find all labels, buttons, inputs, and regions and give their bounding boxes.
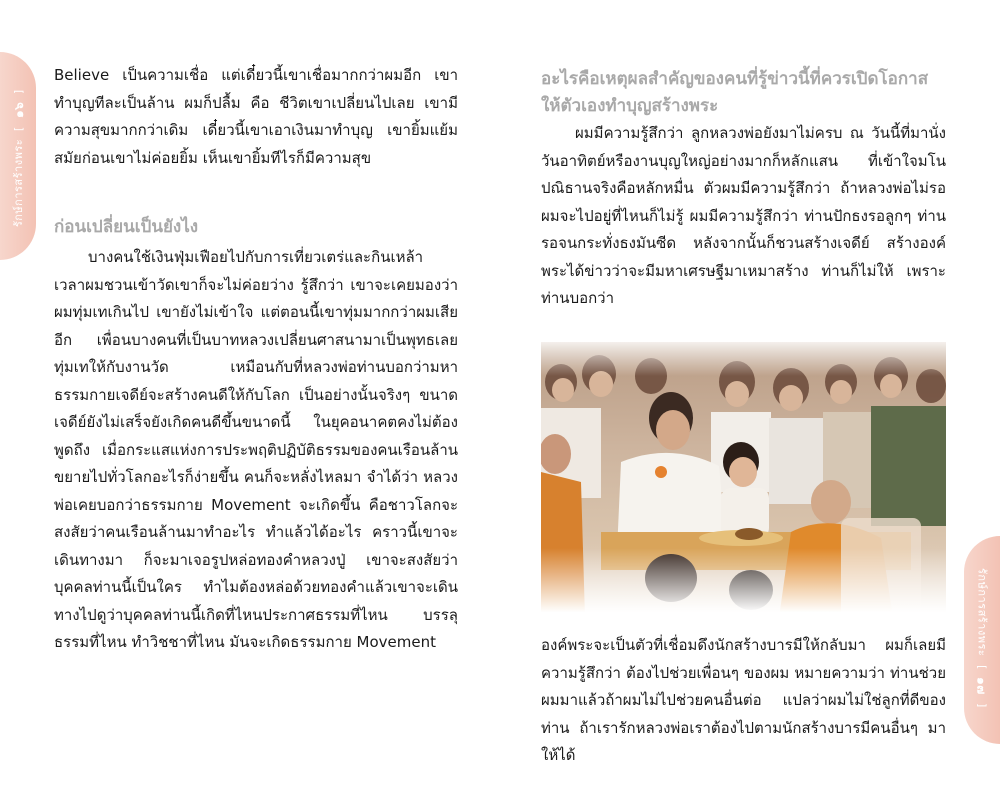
left-column [54,62,458,657]
right-tab-text [973,568,992,712]
right-column [541,66,946,313]
right-page-tab [964,536,1000,744]
left-page-tab [0,52,36,260]
bracket-open: [ [975,664,989,670]
left-page-number: ๑๖ [11,101,26,118]
section-heading-before-change: ก่อนเปลี่ยนเป็นยังไง [54,217,199,237]
running-title: รักษ์การสร้างพระ [11,138,25,228]
running-title: รักษ์การสร้างพระ [975,568,989,657]
bracket-close: ] [11,88,25,94]
photo-fade-top [541,342,946,376]
ceremony-photo [541,342,946,618]
section-heading-reason: อะไรคือเหตุผลสำคัญของคนที่รู้ข่าวนี้ที่ควรเปิดโอกาสให้ตัวเองทำบุญสร้างพระ [541,69,929,116]
right-page-number: ๑๗ [974,677,989,695]
bracket-open: [ [11,125,25,131]
intro-paragraph: Believe เป็นความเชื่อ แต่เดี๋ยวนี้เขาเชื่อมากกว่าผมอีก เขาทำบุญทีละเป็นล้าน ผมก็ปลื้ม คือ ชีวิตเขาเปลี่ยนไปเลย เขามีความสุขมากกว่าเดิม เดี๋ยวนี้เขาเอาเงินมาทำบุญ เขายิ้มแย้ม สมัยก่อนเขาไม่ค่อยยิ้ม เห็นเขายิ้มทีไรก็มีความสุข [54,66,458,167]
closing-paragraph: องค์พระจะเป็นตัวที่เชื่อมดึงนักสร้างบารมีให้กลับมา ผมก็เลยมีความรู้สึกว่า ต้องไปช่วยเพื่อนๆ ของผม หมายความว่า ท่านช่วยผมมาแล้วถ้าผมไม่ไปช่วยคนอื่นต่อ แปลว่าผมไม่ใช่ลูกที่ดีของท่าน ถ้าเรารักหลวงพ่อเราต้องไปตามนักสร้างบารมีคนอื่นๆ มาให้ได้ [541,636,946,764]
left-tab-text [9,85,28,227]
reason-paragraph: ผมมีความรู้สึกว่า ลูกหลวงพ่อยังมาไม่ครบ ณ วันนี้ที่มานั่งวันอาทิตย์หรืองานบุญใหญ่อย่างมากก็หลักแสน ที่เข้าใจมโนปณิธานจริงคือหลักหมื่น ตัวผมมีความรู้สึกว่า ถ้าหลวงพ่อไม่รอ ผมจะไปอยู่ที่ไหนก็ไม่รู้ ผมมีความรู้สึกว่า ท่านปักธงรอลูกๆ ท่านรอจนกระทั่งธงมันซีด หลังจากนั้นก็ชวนสร้างเจดีย์ สร้างองค์พระได้ข่าวว่าจะมีมหาเศรษฐีมาเหมาสร้าง ท่านก็ไม่ให้ เพราะท่านบอกว่า [541,124,946,307]
closing-text [541,632,946,770]
body-paragraph: บางคนใช้เงินฟุ่มเฟือยไปกับการเที่ยวเตร่และกินเหล้า เวลาผมชวนเข้าวัดเขาก็จะไม่ค่อยว่าง รู้สึกว่า เขาจะเคยมองว่าผมทุ่มเทเกินไป เขายังไม่เข้าใจ แต่ตอนนี้เขาทุ่มมากกว่าผมเสียอีก เพื่อนบางคนที่เป็นบาทหลวงเปลี่ยนศาสนามาเป็นพุทธเลย ทุ่มเทให้กับงานวัด เหมือนกับที่หลวงพ่อท่านบอกว่ามหาธรรมกายเจดีย์จะสร้างคนดีให้กับโลก เป็นอย่างนั้นจริงๆ ขนาดเจดีย์ยังไม่เสร็จยังเกิดคนดีขึ้นขนาดนี้ ในยุคอนาคตคงไม่ต้องพูดถึง เมื่อกระแสแห่งการประพฤติปฏิบัติธรรมของคนเรือนล้านขยายไปทั่วโลกอะไรก็ง่ายขึ้น คนก็จะหลั่งไหลมา จำได้ว่า หลวงพ่อเคยบอกว่าธรรมกาย Movement จะเกิดขึ้น คือชาวโลกจะสงสัยว่าคนเรือนล้านมาทำอะไร ทำแล้วได้อะไร คราวนี้เขาจะเดินทางมา ก็จะมาเจอรูปหล่อทองคำหลวงปู่ เขาจะสงสัยว่าบุคคลท่านนี้เป็นใคร ทำไมต้องหล่อด้วยทองคำแล้วเขาจะเดินทางไปดูว่าบุคคลท่านนี้เกิดที่ไหนประกาศธรรมที่ไหน บรรลุธรรมที่ไหน ทำวิชชาที่ไหน มันจะเกิดธรรมกาย Movement [54,248,458,651]
bracket-close: ] [975,702,989,708]
photo-fade-bottom [541,548,946,618]
